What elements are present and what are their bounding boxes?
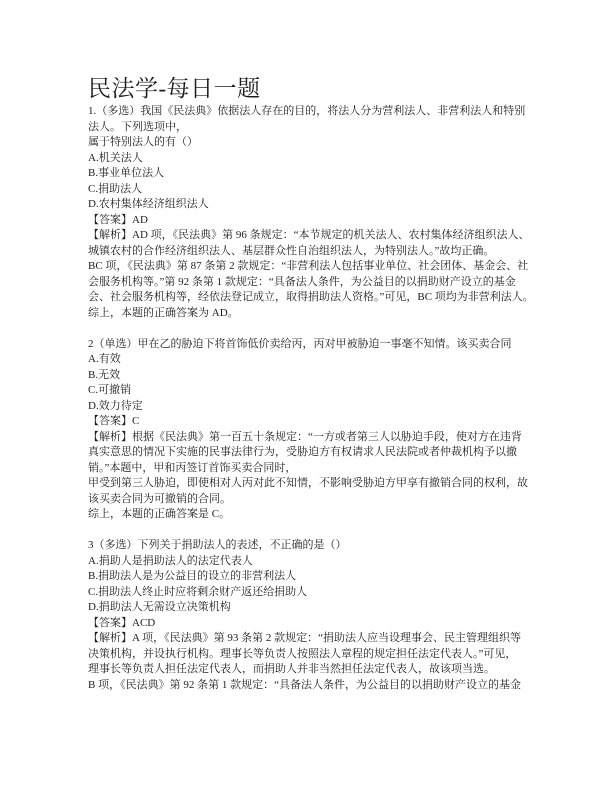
- text-line: 该买卖合同为可撤销的合同。: [88, 492, 231, 505]
- text-line: 甲受到第三人胁迫，即使相对人丙对此不知情，不影响受胁迫方甲享有撤销合同的权利，故: [88, 477, 528, 489]
- question-block-3: [88, 538, 528, 693]
- text-line: 理事长等负责人担任法定代表人，而捐助人并非当然担任法定代表人，故该项当选。: [88, 663, 495, 675]
- page-title: 民法学-每日一题: [88, 76, 261, 101]
- question-block-1: [88, 104, 534, 321]
- text-line: 【答案】ACD: [88, 616, 156, 629]
- question-block-2: [88, 337, 528, 523]
- text-line: 【解析】根据《民法典》第一百五十条规定：“一方或者第三人以胁迫手段，使对方在违背: [88, 430, 522, 443]
- text-line: C.可撤销: [88, 384, 132, 396]
- text-line: D.农村集体经济组织法人: [88, 198, 209, 210]
- block-spacer: [88, 321, 528, 337]
- text-line: 会、社会服务机构等，经依法登记成立，取得捐助法人资格。”可见，BC 项均为非营利法人。: [88, 291, 534, 303]
- text-line: C.捐助法人: [88, 182, 143, 195]
- document-body: [88, 104, 534, 693]
- text-line: 综上，本题的正确答案为 AD。: [88, 306, 239, 319]
- text-line: 法人。下列选项中，: [88, 120, 187, 133]
- text-line: 决策机构，并设执行机构。理事长等负责人按照法人章程的规定担任法定代表人。”可见，: [88, 647, 517, 660]
- text-line: A.有效: [88, 353, 121, 365]
- text-line: D.效力待定: [88, 399, 143, 412]
- text-line: 综上，本题的正确答案是 C。: [88, 508, 231, 520]
- text-line: A.捐助人是捐助法人的法定代表人: [88, 554, 253, 567]
- text-line: 【解析】AD 项，《民法典》第 96 条规定：“本节规定的机关法人、农村集体经济组织法人、: [88, 229, 530, 241]
- text-line: 1.（多选）我国《民法典》依据法人存在的目的，将法人分为营利法人、非营利法人和特别: [88, 105, 526, 117]
- text-line: 城镇农村的合作经济组织法人、基层群众性自治组织法人，为特别法人。”故均正确。: [88, 244, 495, 257]
- text-line: BC 项，《民法典》第 87 条第 2 款规定：“非营利法人包括事业单位、社会团体、基金会、社: [88, 260, 529, 272]
- text-line: 会服务机构等。”第 92 条第 1 款规定：“具备法人条件，为公益目的以捐助财产设立的基金: [88, 275, 516, 288]
- text-line: 【答案】AD: [88, 213, 148, 226]
- text-line: B.事业单位法人: [88, 167, 165, 179]
- text-line: B.无效: [88, 368, 121, 381]
- text-line: 属于特别法人的有（）: [88, 136, 198, 148]
- text-line: 【答案】C: [88, 415, 140, 427]
- block-spacer: [88, 523, 528, 539]
- text-line: D.捐助法人无需设立决策机构: [88, 601, 231, 613]
- text-line: 真实意思的情况下实施的民事法律行为，受胁迫方有权请求人民法院或者仲裁机构予以撤: [88, 446, 517, 458]
- text-line: 2（单选）甲在乙的胁迫下将首饰低价卖给丙，丙对甲被胁迫一事毫不知情。该买卖合同: [88, 337, 512, 350]
- text-line: A.机关法人: [88, 151, 143, 164]
- text-line: 销。”本题中，甲和丙签订首饰买卖合同时，: [88, 461, 297, 474]
- text-line: 3（多选）下列关于捐助法人的表述，不正确的是（）: [88, 539, 347, 551]
- text-line: C.捐助法人终止时应将剩余财产返还给捐助人: [88, 585, 308, 598]
- text-line: B.捐助法人是为公益目的设立的非营利法人: [88, 570, 297, 582]
- text-line: B 项，《民法典》第 92 条第 1 款规定：“具备法人条件，为公益目的以捐助财产设立的基金: [88, 678, 521, 691]
- text-line: 【解析】A 项，《民法典》第 93 条第 2 款规定：“捐助法人应当设理事会、民主管理组织等: [88, 632, 521, 644]
